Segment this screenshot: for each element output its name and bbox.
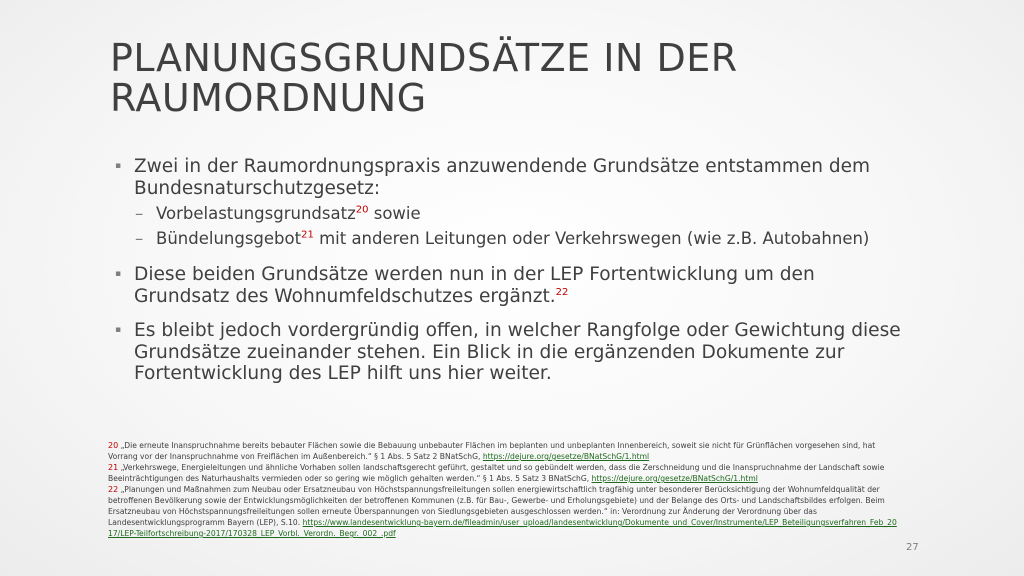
- bullet-marker-icon: ▪: [115, 325, 122, 335]
- footnote-ref-22: 22: [555, 286, 569, 298]
- bullet-1-text: Zwei in der Raumordnungspraxis anzuwendende Grundsätze entstammen dem Bundesnaturschutzgesetz:: [134, 156, 870, 199]
- title-line-2: RAUMORDNUNG: [110, 76, 427, 120]
- footnote-20-text: „Die erneute Inanspruchnahme bereits bebauter Flächen sowie die Bebauung unbebauter Flächen im beplanten und unbeplanten Innenbereich, soweit sie nicht für Grünflächen vorgesehen sind, hat Vorrang vor der Inanspruchnahme von Freiflächen im Außenbereich.“ § 1 Abs. 5 Satz 2 BNatSchG,: [108, 441, 876, 461]
- sub-bullet-1-text: Vorbelastungsgrundsatz: [156, 204, 356, 223]
- slide-title: [110, 38, 970, 118]
- slide-body: [113, 156, 913, 385]
- footnote-22-number: 22: [108, 485, 119, 494]
- sub-bullet-2-text: Bündelungsgebot: [156, 228, 302, 248]
- bullet-1: [113, 156, 913, 199]
- footnote-22: [108, 484, 898, 539]
- dash-marker-icon: –: [135, 228, 144, 248]
- footnote-20-link[interactable]: https://dejure.org/gesetze/BNatSchG/1.html: [482, 452, 650, 461]
- footnote-21-text: „Verkehrswege, Energieleitungen und ähnliche Vorhaben sollen landschaftsgerecht geführt, gestaltet und so gebündelt werden, dass die Zerschneidung und die Inanspruchnahme der Landschaft sowie Beeinträchtigungen des Naturhaushalts vermieden oder so gering wie möglich gehalten werden.“ § 1 Abs. 5 Satz 3 BNatSchG,: [108, 463, 885, 483]
- title-line-1: PLANUNGSGRUNDSÄTZE IN DER: [110, 36, 738, 80]
- footnote-21-number: 21: [108, 463, 119, 472]
- footnote-22-link[interactable]: https://www.landesentwicklung-bayern.de/fileadmin/user_upload/landesentwicklung/Dokumente_und_Cover/Instrumente/LEP_Beteiligungsverfahren_Feb_2017/LEP-Teilfortschreibung-2017/170328_LEP_Vorbl._Verordn._Begr._002_.pdf: [108, 518, 897, 538]
- page-number: 27: [906, 542, 919, 553]
- bullet-2-text: Diese beiden Grundsätze werden nun in der LEP Fortentwicklung um den Grundsatz des Wohnumfeldschutzes ergänzt.: [134, 264, 815, 307]
- bullet-marker-icon: ▪: [115, 161, 122, 171]
- footnote-ref-20: 20: [355, 204, 369, 216]
- footnotes: [108, 440, 898, 539]
- footnote-ref-21: 21: [301, 229, 314, 240]
- sub-bullet-1-after: sowie: [368, 204, 421, 223]
- footnote-20-number: 20: [108, 441, 119, 450]
- sub-bullet-2-after: mit anderen Leitungen oder Verkehrswegen (wie z.B. Autobahnen): [313, 228, 870, 248]
- sub-bullet-2: [113, 229, 913, 249]
- bullet-3: [113, 320, 913, 385]
- bullet-3-text: Es bleibt jedoch vordergründig offen, in welcher Rangfolge oder Gewichtung diese Grundsätze zueinander stehen. Ein Blick in die ergänzenden Dokumente zur Fortentwicklung des LEP hilft uns hier weiter.: [134, 320, 901, 384]
- footnote-22-text: „Planungen und Maßnahmen zum Neubau oder Ersatzneubau von Höchstspannungsfreileitungen sollen energiewirtschaftlich tragfähig unter besonderer Berücksichtigung der Wohnumfeldqualität der betroffenen Bevölkerung sowie der Entwicklungsmöglichkeiten der betroffenen Kommunen (z.B. für Bau-, Gewerbe- und Erholungsgebiete) und der Belange des Orts- und Landschaftsbildes erfolgen. Beim Ersatzneubau von Höchstspannungsfreileitungen sollen erneute Überspannungen von Siedlungsgebieten ausgeschlossen werden.“ in: Verordnung zur Änderung der Verordnung über das Landesentwicklungsprogramm Bayern (LEP), S.10.: [108, 485, 885, 527]
- footnote-21-link[interactable]: https://dejure.org/gesetze/BNatSchG/1.html: [591, 474, 758, 483]
- sub-bullet-1: [113, 204, 913, 224]
- footnote-20: [108, 440, 898, 462]
- dash-marker-icon: –: [135, 204, 144, 223]
- footnote-21: [108, 462, 898, 484]
- bullet-2: [113, 264, 913, 307]
- bullet-marker-icon: ▪: [115, 269, 122, 279]
